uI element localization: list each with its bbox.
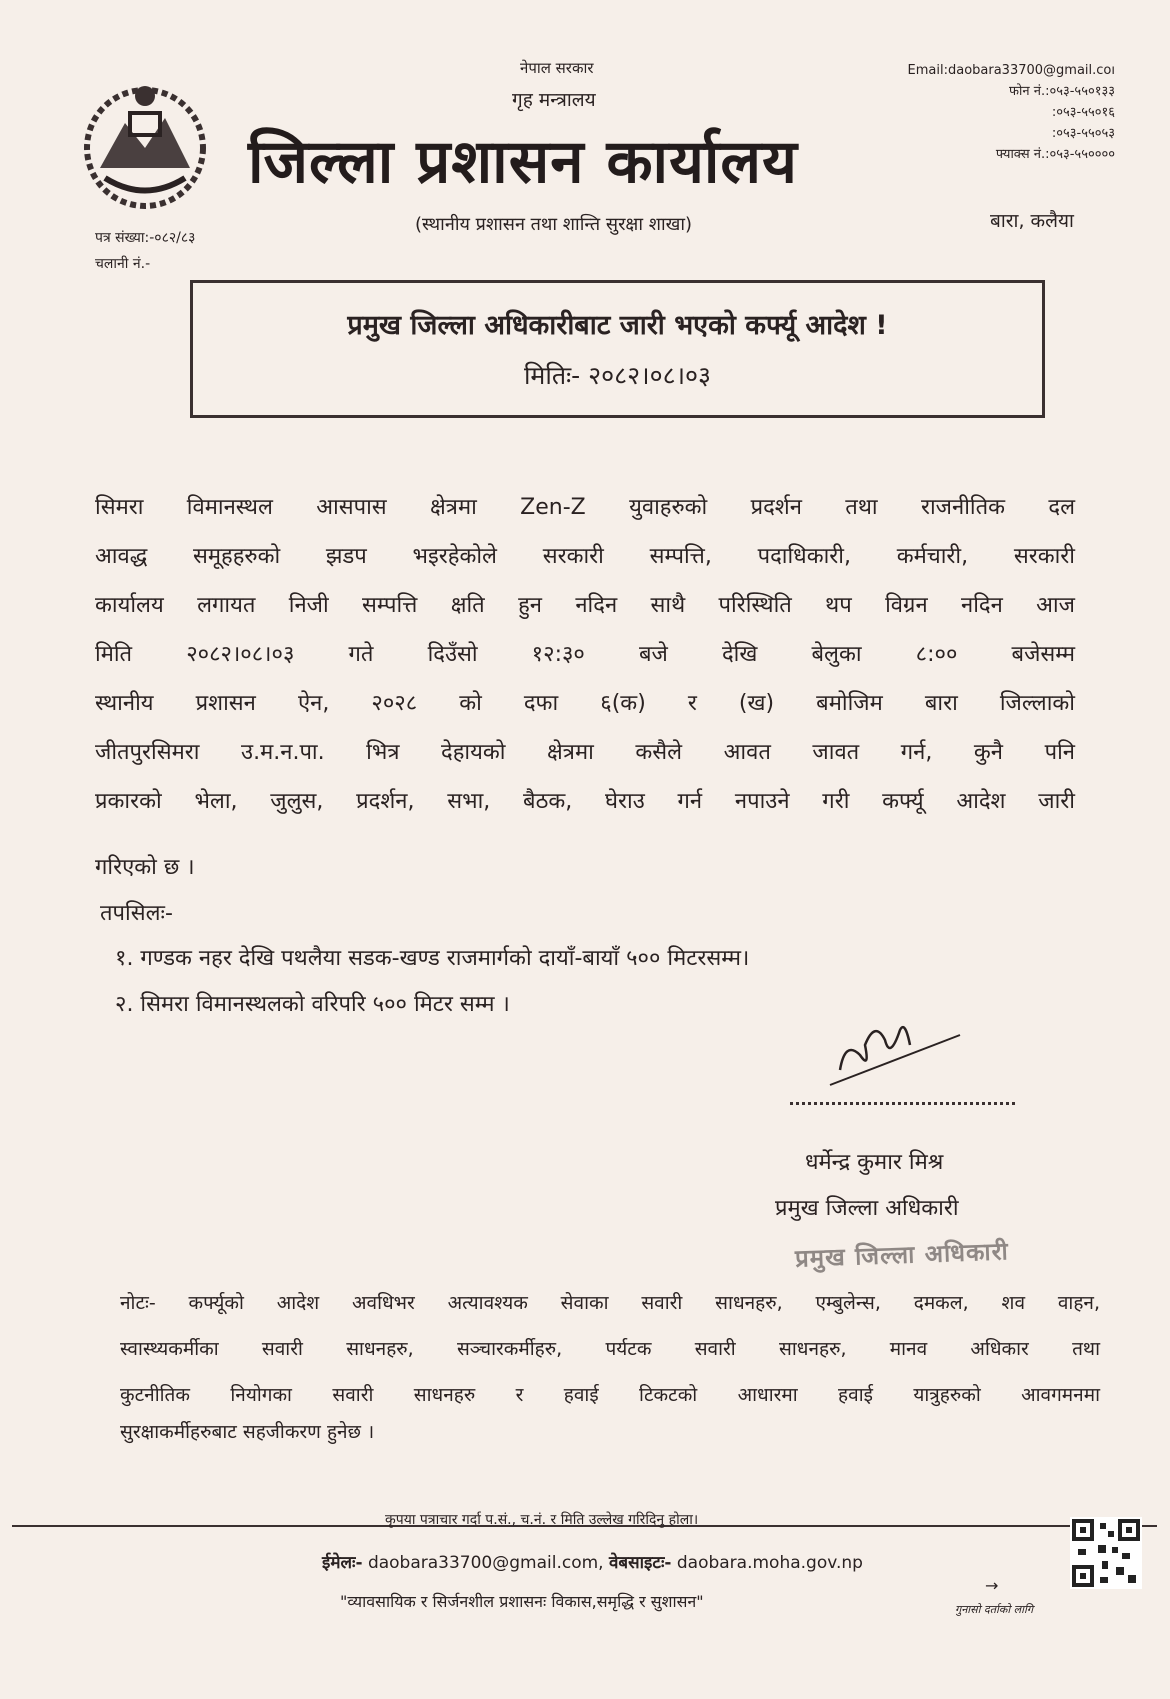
arrow-right-icon: →	[985, 1576, 999, 1595]
government-name: नेपाल सरकार	[520, 59, 594, 77]
signature-line	[790, 1102, 1015, 1105]
body-line: कार्यालय लगायत निजी सम्पत्ति क्षति हुन नदिन साथै परिस्थिति थप विग्रन नदिन आज	[95, 593, 1075, 618]
signer-name: धर्मेन्द्र कुमार मिश्र	[805, 1150, 944, 1175]
office-location: बारा, कलैया	[990, 210, 1074, 232]
note-line: कुटनीतिक नियोगका सवारी साधनहरु र हवाई टिकटको आधारमा हवाई यात्रुहरुको आवगमनमा	[120, 1384, 1100, 1406]
details-item: २. सिमरा विमानस्थलको वरिपरि ५०० मिटर सम्म ।	[115, 992, 510, 1017]
note-line: स्वास्थ्यकर्मीका सवारी साधनहरु, सञ्चारकर्मीहरु, पर्यटक सवारी साधनहरु, मानव अधिकार तथा	[120, 1338, 1100, 1360]
footer-email[interactable]: daobara33700@gmail.com,	[367, 1553, 604, 1573]
body-line: सिमरा विमानस्थल आसपास क्षेत्रमा Zen-Z युवाहरुको प्रदर्शन तथा राजनीतिक दल	[95, 495, 1075, 520]
details-heading: तपसिलः-	[100, 901, 173, 926]
nepal-emblem-icon	[70, 78, 220, 218]
note-last-line: सुरक्षाकर्मीहरुबाट सहजीकरण हुनेछ ।	[120, 1421, 375, 1443]
footer-motto: "व्यावसायिक र सिर्जनशील प्रशासनः विकास,समृद्धि र सुशासन"	[340, 1592, 704, 1611]
note-line: नोटः- कर्फ्यूको आदेश अवधिभर अत्यावश्यक सेवाका सवारी साधनहरु, एम्बुलेन्स, दमकल, शव वाहन,	[120, 1292, 1100, 1314]
order-date: मितिः- २०८२।०८।०३	[523, 361, 712, 390]
footer-request: कृपया पत्राचार गर्दा प.सं., च.नं. र मिति उल्लेख गरिदिनु होला।	[385, 1512, 699, 1528]
signer-title: प्रमुख जिल्ला अधिकारी	[775, 1196, 959, 1221]
body-line: प्रकारको भेला, जुलुस, प्रदर्शन, सभा, बैठक, घेराउ गर्न नपाउने गरी कर्फ्यू आदेश जारी	[95, 789, 1075, 814]
branch-name: (स्थानीय प्रशासन तथा शान्ति सुरक्षा शाखा)	[415, 214, 693, 235]
letter-number: पत्र संख्या:-०८२/८३	[95, 230, 196, 246]
body-line: मिति २०८२।०८।०३ गते दिउँसो १२:३० बजे देखि बेलुका ८:०० बजेसम्म	[95, 642, 1075, 667]
signature-icon	[820, 1010, 970, 1090]
office-title: जिल्ला प्रशासन कार्यालय	[248, 127, 798, 197]
body-line: आवद्ध समूहहरुको झडप भइरहेकोले सरकारी सम्पत्ति, पदाधिकारी, कर्मचारी, सरकारी	[95, 544, 1075, 569]
body-line: स्थानीय प्रशासन ऐन, २०२८ को दफा ६(क) र (ख) बमोजिम बारा जिल्लाको	[95, 691, 1075, 716]
ministry-name: गृह मन्त्रालय	[512, 89, 596, 111]
footer-contact	[322, 1550, 863, 1573]
order-body	[95, 483, 1075, 826]
contact-block	[875, 60, 1115, 165]
contact-phone: :०५३-५५०५३	[1051, 126, 1115, 141]
order-title-box	[190, 280, 1045, 418]
reference-block	[95, 225, 195, 277]
contact-phone: फोन नं.:०५३-५५०१३३	[1009, 84, 1115, 99]
footer-email-label: ईमेलः-	[322, 1553, 363, 1573]
body-line: जीतपुरसिमरा उ.म.न.पा. भित्र देहायको क्षेत्रमा कसैले आवत जावत गर्न, कुनै पनि	[95, 740, 1075, 765]
footer-website[interactable]: daobara.moha.gov.np	[676, 1553, 863, 1573]
note-block	[120, 1280, 1100, 1418]
body-last-line: गरिएको छ ।	[95, 855, 195, 880]
contact-email: Email:daobara33700@gmail.coı	[907, 63, 1115, 78]
qr-code-icon[interactable]	[1070, 1517, 1142, 1589]
qr-caption: गुनासो दर्ताको लागि	[955, 1603, 1034, 1616]
order-heading: प्रमुख जिल्ला अधिकारीबाट जारी भएको कर्फ्यू आदेश !	[347, 310, 888, 341]
contact-phone: :०५३-५५०१६	[1051, 105, 1115, 120]
footer-website-label: वेबसाइटः-	[608, 1553, 672, 1573]
official-stamp: प्रमुख जिल्ला अधिकारी	[794, 1237, 1010, 1273]
dispatch-number: चलानी नं.-	[95, 256, 151, 272]
contact-fax: फ्याक्स नं.:०५३-५५००००	[995, 147, 1115, 162]
details-item: १. गण्डक नहर देखि पथलैया सडक-खण्ड राजमार्गको दायाँ-बायाँ ५०० मिटरसम्म।	[115, 946, 750, 971]
